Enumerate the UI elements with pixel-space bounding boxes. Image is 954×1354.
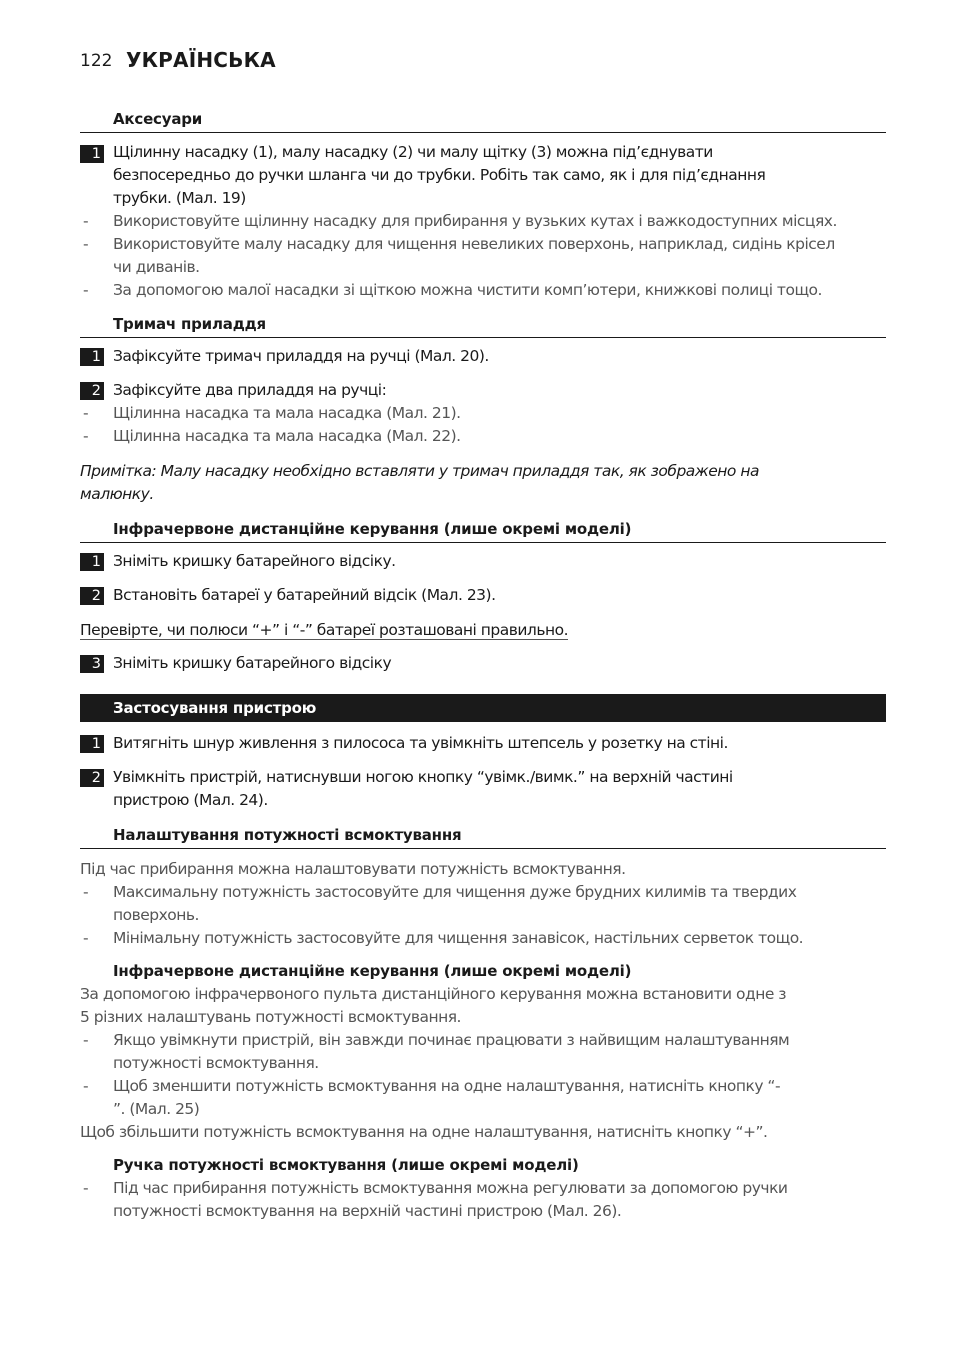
paragraph-text: 5 різних налаштувань потужності всмоктування.: [80, 1008, 461, 1026]
bullet-dash: -: [83, 883, 89, 901]
bullet-dash: -: [83, 212, 89, 230]
section-suction: [80, 824, 886, 849]
bullet-text: Щілинна насадка та мала насадка (Мал. 22).: [113, 427, 461, 445]
bullet-text: чи диванів.: [113, 258, 200, 276]
bullet-dash: -: [83, 1077, 89, 1095]
section-remote: [80, 518, 886, 543]
bullet-text: Використовуйте малу насадку для чищення невеликих поверхонь, наприклад, сидінь крісел: [113, 235, 835, 253]
section-accessories: [80, 108, 886, 133]
bullet-text: Використовуйте щілинну насадку для прибирання у вузьких кутах і важкодоступних місцях.: [113, 212, 837, 230]
step-number: 2: [80, 587, 104, 605]
bullet-text: Мінімальну потужність застосовуйте для чищення занавісок, настільних серветок тощо.: [113, 929, 804, 947]
bullet-text: Щоб зменшити потужність всмоктування на одне налаштування, натисніть кнопку “-: [113, 1077, 781, 1095]
bullet-dash: -: [83, 281, 89, 299]
note-text: малюнку.: [80, 485, 154, 503]
check-polarity-underlined: Перевірте, чи полюси “+” і “-” батареї розташовані правильно.: [80, 621, 569, 639]
step-text: Зніміть кришку батарейного відсіку: [113, 654, 392, 672]
step-number: 1: [80, 735, 104, 753]
bullet-dash: -: [83, 929, 89, 947]
paragraph-text: За допомогою інфрачервоного пульта дистанційного керування можна встановити одне з: [80, 985, 787, 1003]
bullet-dash: -: [83, 1179, 89, 1197]
section-title: Тримач приладдя: [113, 315, 266, 333]
bullet-text: Під час прибирання потужність всмоктування можна регулювати за допомогою ручки: [113, 1179, 788, 1197]
bullet-text: За допомогою малої насадки зі щіткою можна чистити комп’ютери, книжкові полиці тощо.: [113, 281, 822, 299]
bullet-dash: -: [83, 427, 89, 445]
bullet-text: Максимальну потужність застосовуйте для чищення дуже брудних килимів та твердих: [113, 883, 797, 901]
step-text: безпосередньо до ручки шланга чи до трубки. Робіть так само, як і для під’єднання: [113, 166, 766, 184]
bullet-text: поверхонь.: [113, 906, 199, 924]
section-usage: [80, 694, 886, 722]
section-title: Аксесуари: [113, 110, 203, 128]
step-text: Щілинну насадку (1), малу насадку (2) чи малу щітку (3) можна під’єднувати: [113, 143, 713, 161]
subsection-title: Ручка потужності всмоктування (лише окремі моделі): [113, 1156, 579, 1174]
step-text: Встановіть батареї у батарейний відсік (Мал. 23).: [113, 586, 496, 604]
step-number: 1: [80, 145, 104, 163]
bullet-text: ”. (Мал. 25): [113, 1100, 200, 1118]
bullet-dash: -: [83, 1031, 89, 1049]
paragraph-text: Щоб збільшити потужність всмоктування на одне налаштування, натисніть кнопку “+”.: [80, 1123, 768, 1141]
section-title: Інфрачервоне дистанційне керування (лише окремі моделі): [113, 520, 632, 538]
section-title: Застосування пристрою: [113, 699, 317, 717]
step-text: Увімкніть пристрій, натиснувши ногою кнопку “увімк./вимк.” на верхній частині: [113, 768, 733, 786]
section-title: Налаштування потужності всмоктування: [113, 826, 462, 844]
step-number: 3: [80, 655, 104, 673]
bullet-text: потужності всмоктування на верхній частині пристрою (Мал. 26).: [113, 1202, 622, 1220]
language-heading: УКРАЇНСЬКА: [126, 48, 276, 72]
paragraph-text: Під час прибирання можна налаштовувати потужність всмоктування.: [80, 860, 626, 878]
subsection-title: Інфрачервоне дистанційне керування (лише окремі моделі): [113, 962, 632, 980]
page-number: 122: [80, 51, 113, 71]
step-text: трубки. (Мал. 19): [113, 189, 246, 207]
note-text: Примітка: Малу насадку необхідно вставляти у тримач приладдя так, як зображено на: [80, 462, 759, 480]
step-text: Зафіксуйте тримач приладдя на ручці (Мал. 20).: [113, 347, 489, 365]
bullet-text: Щілинна насадка та мала насадка (Мал. 21).: [113, 404, 461, 422]
step-number: 1: [80, 553, 104, 571]
bullet-dash: -: [83, 404, 89, 422]
check-polarity-text: [80, 619, 568, 642]
step-text: Витягніть шнур живлення з пилососа та увімкніть штепсель у розетку на стіні.: [113, 734, 728, 752]
step-text: Зніміть кришку батарейного відсіку.: [113, 552, 396, 570]
bullet-text: потужності всмоктування.: [113, 1054, 319, 1072]
step-text: Зафіксуйте два приладдя на ручці:: [113, 381, 387, 399]
step-number: 2: [80, 382, 104, 400]
step-text: пристрою (Мал. 24).: [113, 791, 268, 809]
bullet-dash: -: [83, 235, 89, 253]
section-holder: [80, 313, 886, 338]
step-number: 1: [80, 348, 104, 366]
step-number: 2: [80, 769, 104, 787]
bullet-text: Якщо увімкнути пристрій, він завжди починає працювати з найвищим налаштуванням: [113, 1031, 790, 1049]
